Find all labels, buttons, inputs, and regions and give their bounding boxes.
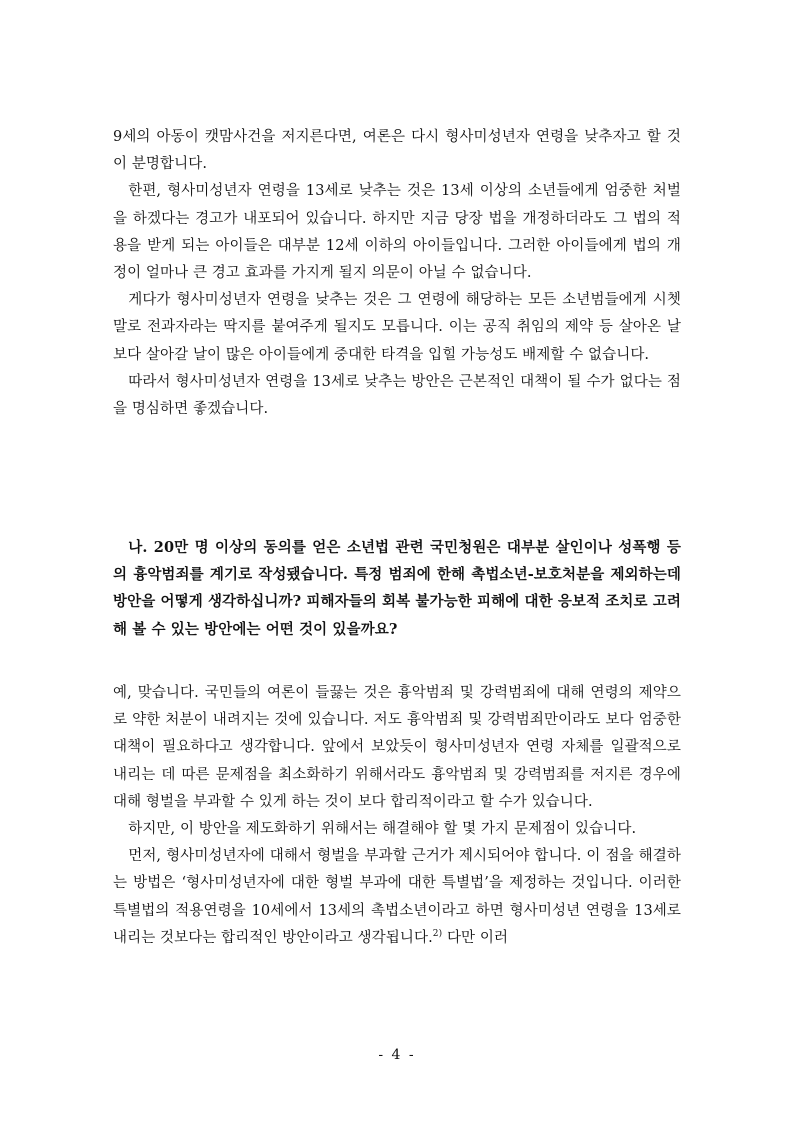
continued-paragraph: 9세의 아동이 캣맘사건을 저지른다면, 여론은 다시 형사미성년자 연령을 낮추자고 할 것이 분명합니다.: [113, 129, 681, 173]
page-number: - 4 -: [378, 1047, 416, 1063]
answer-first-text: 먼저, 형사미성년자에 대해서 형벌을 부과할 근거가 제시되어야 합니다. 이 점을 해결하는 방법은 ‘형사미성년자에 대한 형벌 부과에 대한 특별법’을 제정하는 것입니다. 이러한 특별법의 적용연령을 10세에서 13세의 촉법소년이라고 하면 형사미성년 연령을 13세로 내리는 것보다는 합리적인 방안이라고 생각됩니다.: [113, 848, 681, 946]
paragraph-stigma: 게다가 형사미성년자 연령을 낮추는 것은 그 연령에 해당하는 모든 소년범들에게 시쳇말로 전과자라는 딱지를 붙여주게 될지도 모릅니다. 이는 공직 취임의 제약 등 살아온 날보다 살아갈 날이 많은 아이들에게 중대한 타격을 입힐 가능성도 배제할 수 없습니다.: [113, 292, 681, 363]
paragraph-conclusion: 따라서 형사미성년자 연령을 13세로 낮추는 방안은 근본적인 대책이 될 수가 없다는 점을 명심하면 좋겠습니다.: [113, 373, 681, 418]
answer-first-tail: 다만 이러: [442, 929, 509, 946]
footnote-reference[interactable]: 2): [432, 929, 443, 939]
question-section: [113, 534, 681, 643]
answer-intro-paragraph: 예, 맞습니다. 국민들의 여론이 들끓는 것은 흉악범죄 및 강력범죄에 대해 연령의 제약으로 약한 처분이 내려지는 것에 있습니다. 저도 흉악범죄 및 강력범죄만이라도 보다 엄중한 대책이 필요하다고 생각합니다. 앞에서 보았듯이 형사미성년자 연령 자체를 일괄적으로 내리는 데 따른 문제점을 최소화하기 위해서라도 흉악범죄 및 강력범죄를 저지른 경우에 대해 형벌을 부과할 수 있게 하는 것이 보다 합리적이라고 할 수가 있습니다.: [113, 685, 681, 810]
answer-first-paragraph: [113, 843, 681, 952]
answer-section: [113, 680, 681, 952]
answer-problems-paragraph: 하지만, 이 방안을 제도화하기 위해서는 해결해야 할 몇 가지 문제점이 있습니다.: [128, 821, 637, 838]
body-section-1: [113, 124, 681, 423]
paragraph-warning: 한편, 형사미성년자 연령을 13세로 낮추는 것은 13세 이상의 소년들에게 엄중한 처벌을 하겠다는 경고가 내포되어 있습니다. 하지만 지금 당장 법을 개정하더라도 그 법의 적용을 받게 되는 아이들은 대부분 12세 이하의 아이들입니다. 그러한 아이들에게 법의 개정이 얼마나 큰 경고 효과를 가지게 될지 의문이 아닐 수 없습니다.: [113, 183, 681, 282]
question-paragraph: 나. 20만 명 이상의 동의를 얻은 소년법 관련 국민청원은 대부분 살인이나 성폭행 등의 흉악범죄를 계기로 작성됐습니다. 특정 범죄에 한해 촉법소년-보호처분을 제외하는데 방안을 어떻게 생각하십니까? 피해자들의 회복 불가능한 피해에 대한 응보적 조치로 고려해 볼 수 있는 방안에는 어떤 것이 있을까요?: [113, 539, 681, 638]
